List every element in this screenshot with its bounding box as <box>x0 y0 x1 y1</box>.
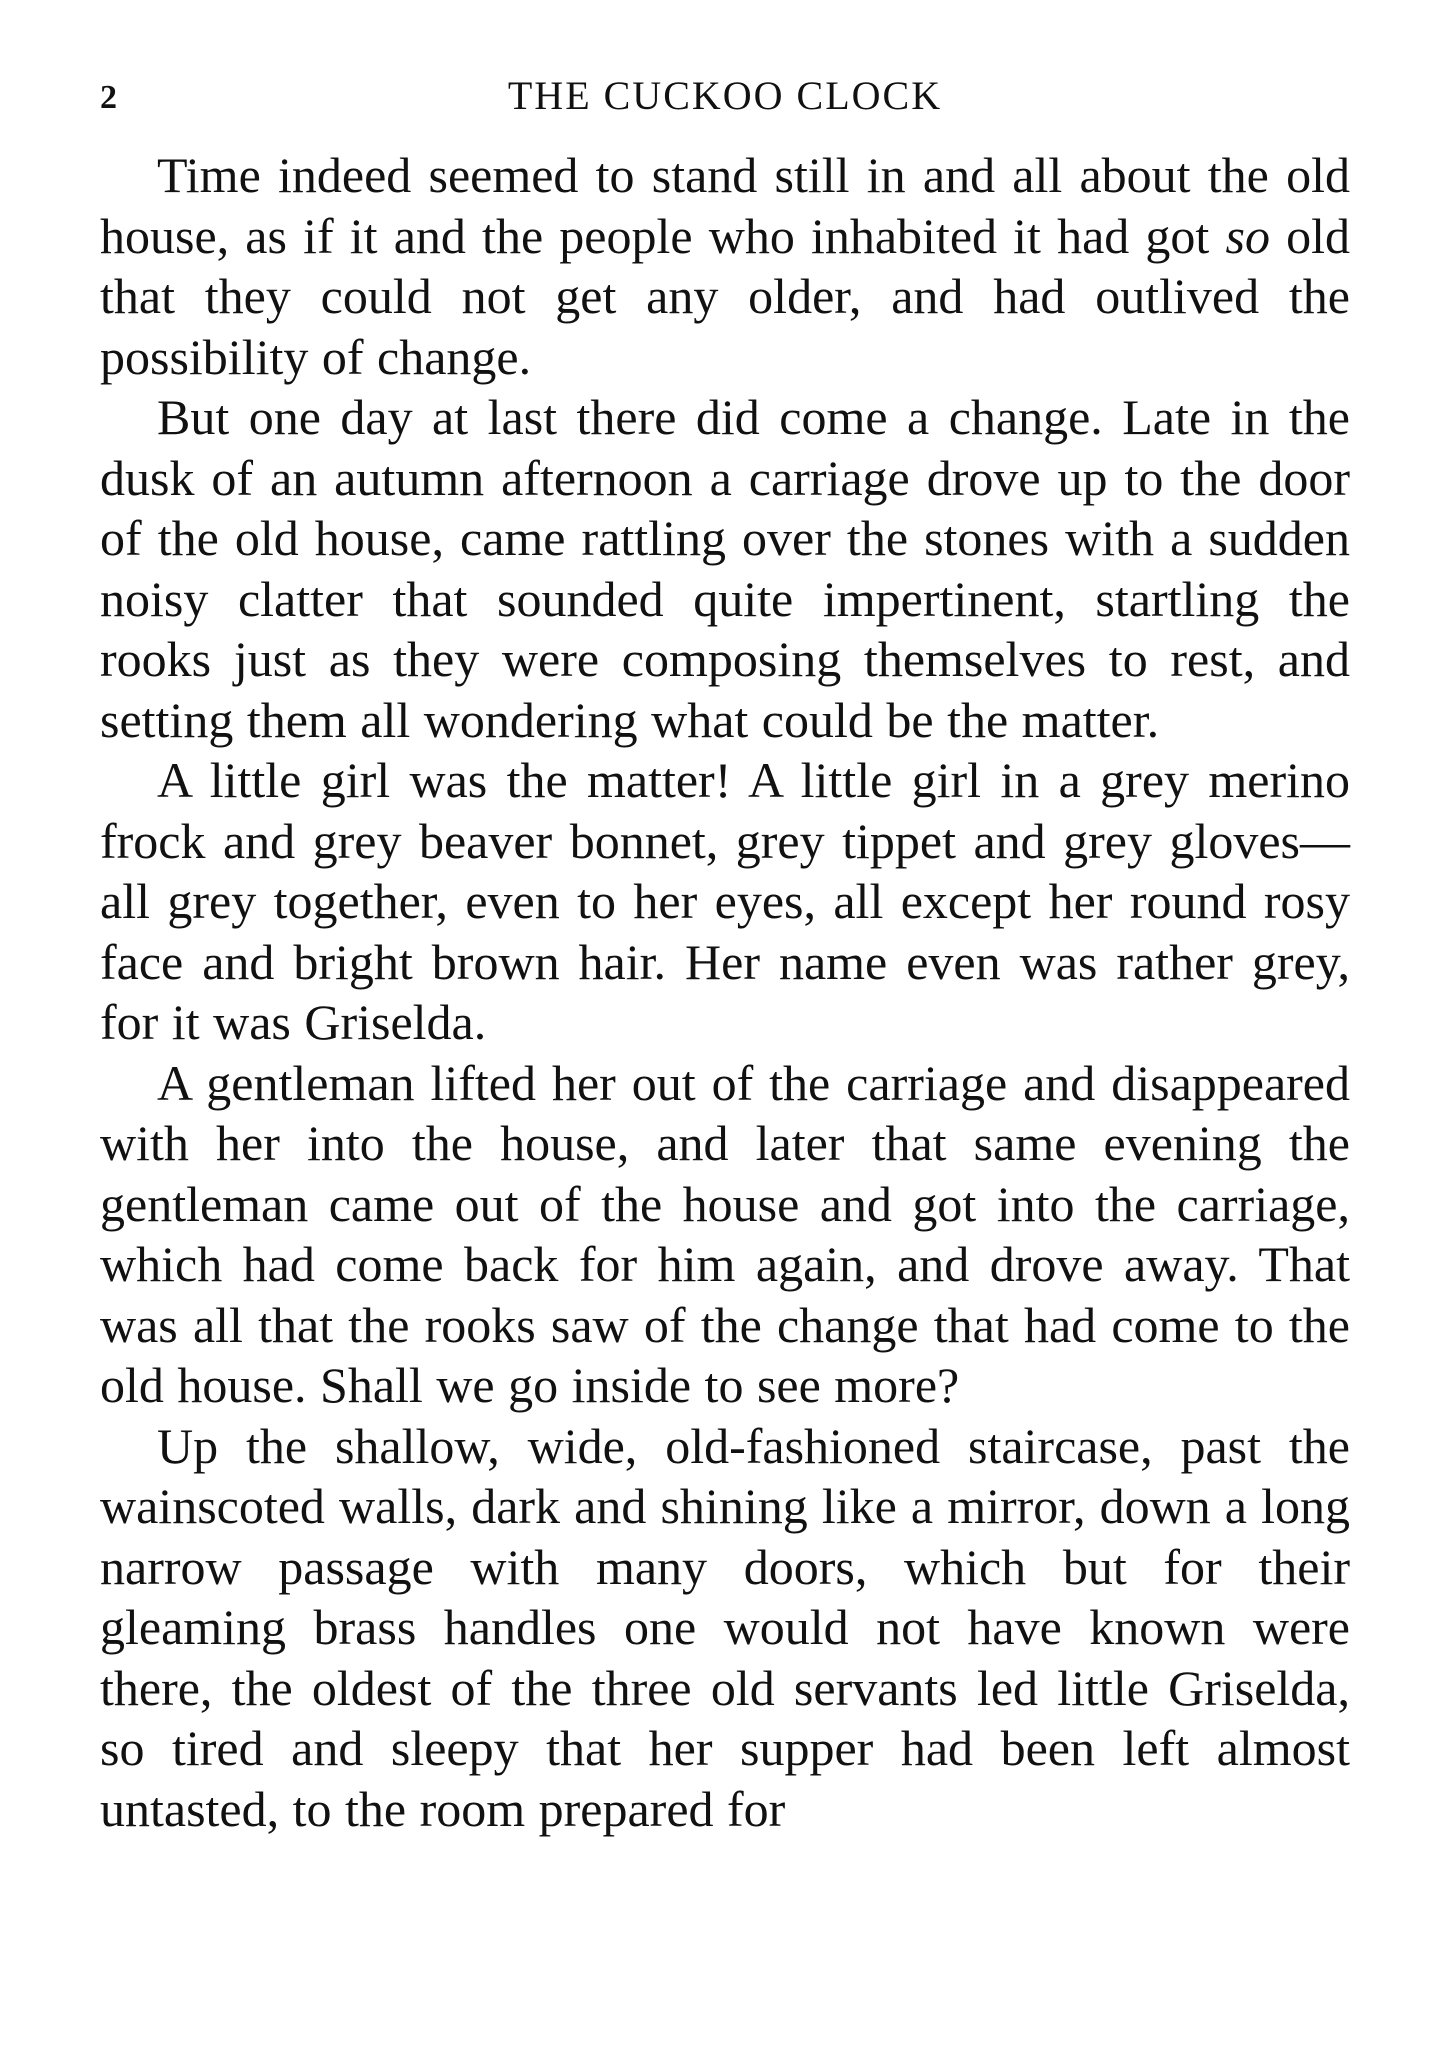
running-title: THE CUCKOO CLOCK <box>507 73 943 118</box>
body-text <box>100 145 1350 1839</box>
paragraph-1-italic-word: so <box>1225 207 1270 264</box>
paragraph-3: A little girl was the matter! A little girl in a grey merino frock and grey beaver bonnet, grey tippet and grey gloves—all grey together, even to her eyes, all except her round rosy face and bright brown hair. Her name even was rather grey, for it was Griselda. <box>100 752 1350 1050</box>
paragraph-4: A gentleman lifted her out of the carriage and disappeared with her into the house, and later that same evening the gentleman came out of the house and got into the carriage, which had come back for him again, and drove away. That was all that the rooks saw of the change that had come to the old house. Shall we go inside to see more? <box>100 1054 1350 1413</box>
paragraph-2: But one day at last there did come a change. Late in the dusk of an autumn afternoon a carriage drove up to the door of the old house, came rattling over the stones with a sudden noisy clatter that sounded quite impertinent, startling the rooks just as they were composing themselves to rest, and setting them all wondering what could be the matter. <box>100 389 1350 748</box>
paragraph-1-text-start: Time indeed seemed to stand still in and all about the old house, as if it and the people who inhabited it had got <box>100 147 1350 264</box>
running-head <box>100 72 1350 122</box>
paragraph-1-text-end: old that they could not get any older, and had outlived the possibility of change. <box>100 207 1350 385</box>
page-number: 2 <box>100 79 117 116</box>
paragraph-1 <box>100 145 1350 387</box>
paragraph-5: Up the shallow, wide, old-fashioned staircase, past the wainscoted walls, dark and shining like a mirror, down a long narrow passage with many doors, which but for their gleaming brass handles one would not have known were there, the oldest of the three old servants led little Griselda, so tired and sleepy that her supper had been left almost untasted, to the room prepared for <box>100 1417 1350 1837</box>
